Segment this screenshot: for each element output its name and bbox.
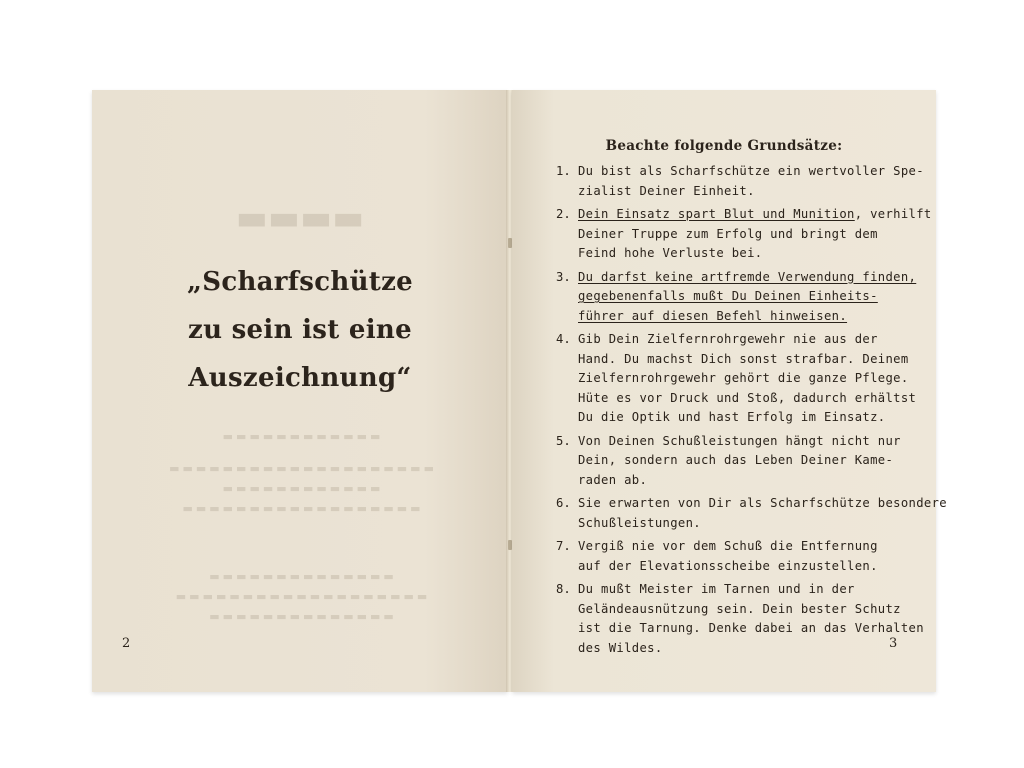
rule-line [578, 580, 916, 600]
rule-text: Du die Optik und hast Erfolg im Einsatz. [578, 410, 886, 424]
rule-number: 2. [556, 207, 571, 221]
rule-line [578, 494, 947, 514]
rule-item [556, 432, 916, 491]
right-page [512, 90, 947, 692]
motto-line: Auszeichnung“ [188, 363, 412, 393]
rule-line [578, 389, 916, 409]
rule-line [578, 537, 916, 557]
rule-line [578, 225, 916, 245]
rule-line [578, 307, 916, 327]
rule-line [578, 205, 932, 225]
rule-text: ist die Tarnung. Denke dabei an das Verhalten [578, 621, 924, 635]
rule-text: Du mußt Meister im Tarnen und in der [578, 582, 855, 596]
open-booklet [92, 90, 947, 692]
rule-line [578, 619, 924, 639]
rule-text: Hand. Du machst Dich sonst strafbar. Deinem [578, 351, 909, 366]
rule-text: Geländeausnützung sein. Dein bester Schutz [578, 601, 901, 616]
rule-line [578, 471, 916, 491]
page-number: 3 [889, 636, 898, 651]
left-page [92, 90, 508, 692]
rule-item [556, 205, 932, 264]
rule-item [556, 580, 924, 658]
show-through-block: ▬▬▬▬▬▬▬▬▬▬▬▬▬▬▬▬▬▬ [179, 502, 421, 515]
rule-line [578, 369, 916, 389]
rule-number: 3. [556, 269, 571, 284]
rule-line [578, 350, 916, 370]
rule-number: 1. [556, 164, 571, 178]
show-through-block: ▬▬▬▬▬▬▬▬▬▬▬▬▬▬▬▬▬▬▬ [172, 590, 428, 603]
rule-line [578, 330, 916, 350]
rule-text: Von Deinen Schußleistungen hängt nicht nur [578, 433, 901, 448]
rule-text: Vergiß nie vor dem Schuß die Entfernung [578, 539, 878, 553]
rule-line [578, 182, 916, 202]
underlined-text: gegebenenfalls mußt Du Deinen Einheits- [578, 289, 878, 303]
rule-line [578, 600, 916, 620]
show-through-block: ▬▬▬▬▬▬▬▬▬▬▬▬▬▬ [206, 610, 394, 623]
rule-text: auf der Elevationsscheibe einzustellen. [578, 558, 878, 573]
rule-line [578, 514, 916, 534]
show-through-block: ▬▬▬▬▬▬▬▬▬▬▬▬▬▬▬▬▬▬▬▬ [166, 462, 434, 475]
rule-item [556, 162, 924, 201]
rule-text: Dein, sondern auch das Leben Deiner Kame- [578, 453, 894, 467]
rule-line [578, 268, 916, 288]
rule-line [578, 451, 916, 471]
rule-text: Zielfernrohrgewehr gehört die ganze Pflege. [578, 371, 909, 385]
rule-number: 4. [556, 332, 571, 346]
rule-line [578, 408, 916, 428]
rule-line [578, 639, 916, 659]
rules-heading: Beachte folgende Grundsätze: [605, 138, 843, 154]
rule-text: Schußleistungen. [578, 515, 701, 530]
motto-line: „Scharfschütze [187, 267, 413, 297]
show-through-block: ▬▬▬▬▬▬▬▬▬▬▬▬ [219, 430, 381, 443]
rule-text: Hüte es vor Druck und Stoß, dadurch erhältst [578, 390, 917, 405]
underlined-text: Dein Einsatz spart Blut und Munition [578, 207, 855, 221]
underlined-text: Du darfst keine artfremde Verwendung finden, [578, 269, 917, 284]
rules-list [556, 162, 947, 662]
rule-text: raden ab. [578, 472, 648, 487]
rule-text: Sie erwarten von Dir als Scharfschütze besondere [578, 496, 947, 510]
show-through-title: ▬▬▬▬ [235, 198, 365, 238]
rule-line [578, 287, 916, 307]
rule-text: zialist Deiner Einheit. [578, 183, 755, 198]
rule-item [556, 268, 916, 327]
page-number: 2 [122, 636, 131, 651]
rule-text: des Wildes. [578, 640, 663, 655]
motto-title [92, 258, 508, 402]
underlined-text: führer auf diesen Befehl hinweisen. [578, 308, 848, 323]
rule-line-rest: , verhilft [854, 207, 932, 221]
rule-text: Feind hohe Verluste bei. [578, 246, 763, 260]
show-through-block: ▬▬▬▬▬▬▬▬▬▬▬▬▬▬ [206, 570, 394, 583]
rule-number: 5. [556, 433, 571, 448]
rule-item [556, 330, 916, 428]
rule-number: 8. [556, 582, 571, 596]
show-through-block: ▬▬▬▬▬▬▬▬▬▬▬▬ [219, 482, 381, 495]
rule-item [556, 537, 916, 576]
rule-line [578, 244, 916, 264]
rule-line [578, 557, 916, 577]
rule-line [578, 162, 924, 182]
rule-text: Du bist als Scharfschütze ein wertvoller Spe- [578, 164, 924, 178]
rule-number: 7. [556, 539, 571, 553]
rule-text: Gib Dein Zielfernrohrgewehr nie aus der [578, 332, 878, 346]
rule-text: Deiner Truppe zum Erfolg und bringt dem [578, 226, 878, 241]
rule-number: 6. [556, 496, 571, 510]
motto-line: zu sein ist eine [188, 315, 412, 345]
rule-line [578, 432, 916, 452]
rule-item [556, 494, 947, 533]
